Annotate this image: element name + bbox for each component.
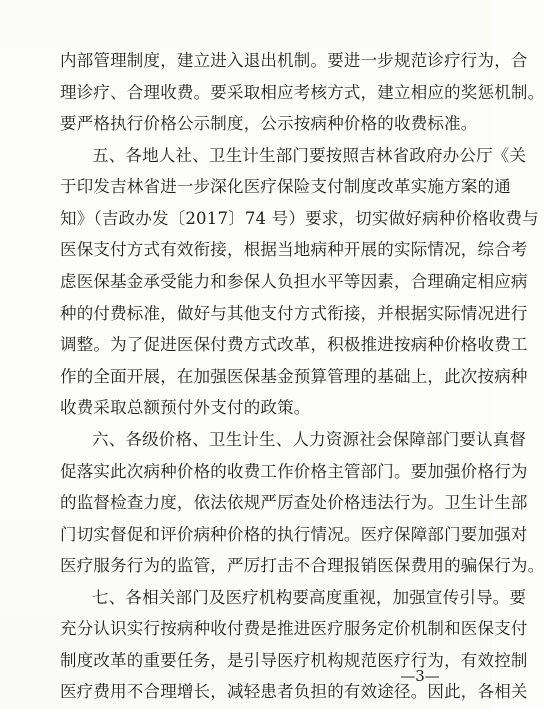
text-line: 虑医保基金承受能力和参保人负担水平等因素，合理确定相应病: [60, 272, 528, 291]
text-line: 的监督检查力度，依法依规严厉查处价格违法行为。卫生计生部: [60, 493, 528, 512]
paragraph-first-line: 六、各级价格、卫生计生、人力资源社会保障部门要认真督: [92, 430, 527, 449]
text-line: 制度改革的重要任务，是引导医疗机构规范医疗行为，有效控制: [60, 651, 528, 670]
text-line: 种的付费标准，做好与其他支付方式衔接，并根据实际情况进行: [60, 304, 528, 323]
text-line: 知》（吉政办发〔2017〕74 号）要求，切实做好病种价格收费与: [60, 209, 539, 228]
page-number: —3—: [400, 667, 440, 685]
text-line: 收费采取总额预付外支付的政策。: [60, 398, 311, 417]
text-line: 门切实督促和评价病种价格的执行情况。医疗保障部门要加强对: [60, 525, 528, 544]
text-line: 医疗服务行为的监管，严厉打击不合理报销医保费用的骗保行为。: [60, 556, 544, 575]
text-line: 于印发吉林省进一步深化医疗保险支付制度改革实施方案的通: [60, 177, 511, 196]
text-line: 要严格执行价格公示制度，公示按病种价格的收费标准。: [60, 114, 478, 133]
text-line: 调整。为了促进医保付费方式改革，积极推进按病种价格收费工: [60, 335, 528, 354]
paragraph-first-line: 五、各地人社、卫生计生部门要按照吉林省政府办公厅《关: [92, 146, 527, 165]
text-line: 作的全面开展，在加强医保基金预算管理的基础上，此次按病种: [60, 367, 528, 386]
text-line: 理诊疗、合理收费。要采取相应考核方式，建立相应的奖惩机制。: [60, 83, 544, 102]
text-line: 内部管理制度，建立进入退出机制。要进一步规范诊疗行为，合: [60, 51, 528, 70]
text-line: 促落实此次病种价格的收费工作价格主管部门。要加强价格行为: [60, 462, 528, 481]
text-line: 医保支付方式有效衔接，根据当地病种开展的实际情况，综合考: [60, 240, 528, 259]
text-line: 医疗费用不合理增长，减轻患者负担的有效途径。因此，各相关: [60, 682, 528, 701]
text-line: 充分认识实行按病种收付费是推进医疗服务定价机制和医保支付: [60, 619, 528, 638]
paragraph-first-line: 七、各相关部门及医疗机构要高度重视，加强宣传引导。要: [92, 588, 527, 607]
